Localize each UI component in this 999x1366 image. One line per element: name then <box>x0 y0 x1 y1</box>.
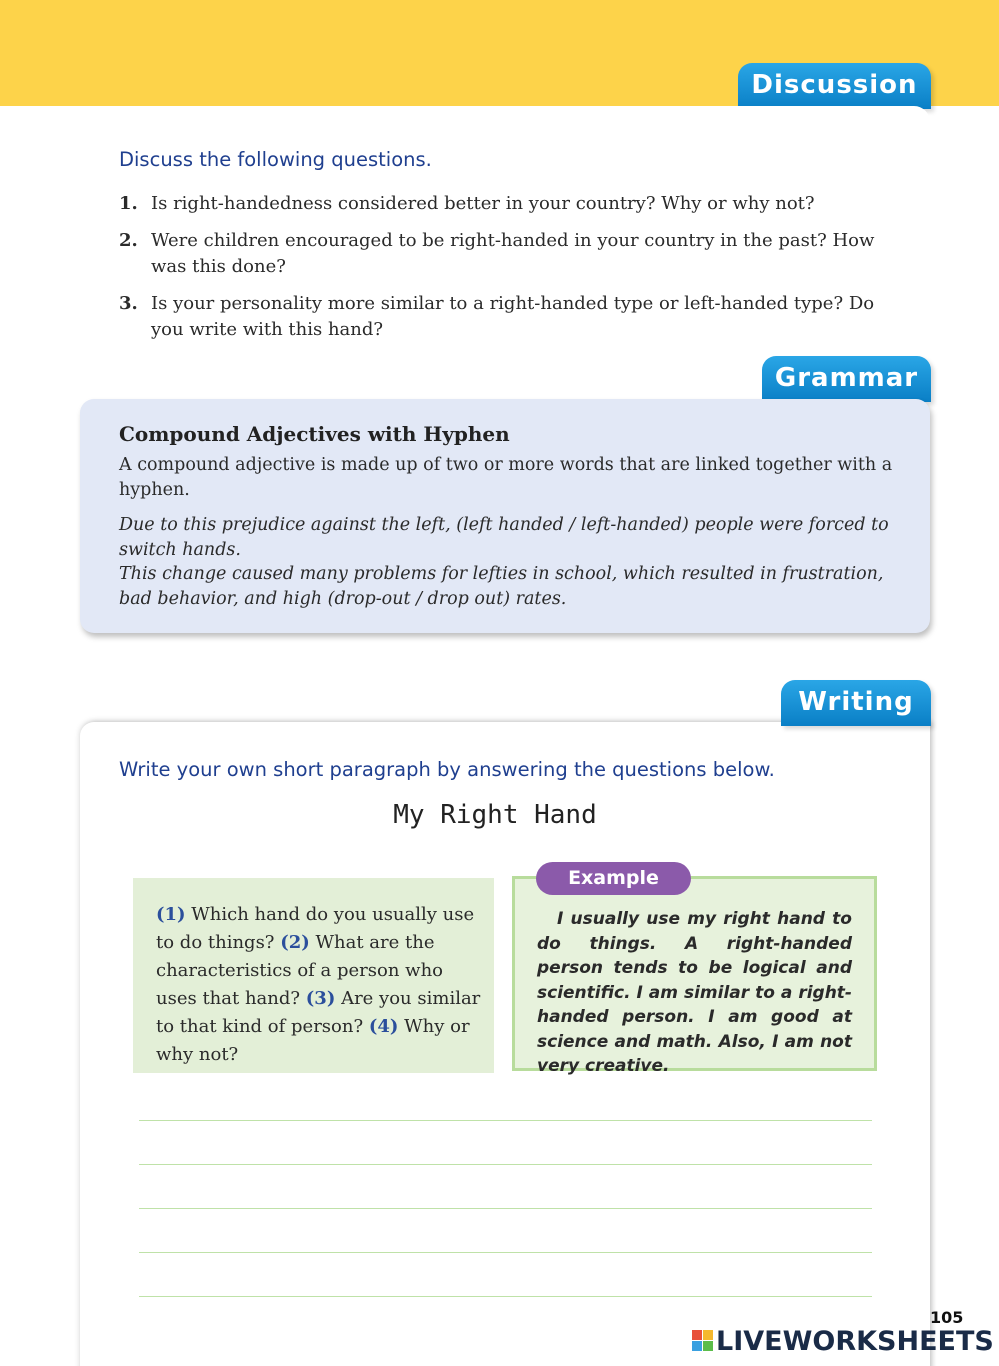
prompt-question: Are you similar to that kind of person? <box>156 988 481 1037</box>
answer-line[interactable] <box>139 1208 872 1209</box>
grammar-title: Compound Adjectives with Hyphen <box>119 422 510 446</box>
writing-tab: Writing <box>781 680 931 726</box>
discussion-question <box>119 191 899 217</box>
answer-line[interactable] <box>139 1296 872 1297</box>
prompt-number: (1) <box>156 904 186 925</box>
prompt-question: Which hand do you usually use to do things? <box>156 904 475 953</box>
writing-instruction: Write your own short paragraph by answering the questions below. <box>119 758 775 781</box>
prompt-question: What are the characteristics of a person who uses that hand? <box>156 932 444 1009</box>
grammar-example-1: Due to this prejudice against the left, (left handed / left-handed) people were forced to switch hands. <box>119 515 889 560</box>
prompt-number: (4) <box>368 1016 399 1037</box>
question-number: 1. <box>119 193 138 214</box>
grammar-definition: A compound adjective is made up of two or more words that are linked together with a hyphen. <box>119 455 893 500</box>
liveworksheets-logo-icon <box>692 1330 714 1352</box>
question-number: 3. <box>119 293 138 314</box>
question-text: Is your personality more similar to a right-handed type or left-handed type? Do you write with this hand? <box>151 293 875 340</box>
answer-line[interactable] <box>139 1164 872 1165</box>
discussion-question <box>119 228 899 280</box>
discussion-question <box>119 291 899 343</box>
discussion-question-list <box>119 191 899 354</box>
answer-line[interactable] <box>139 1120 872 1121</box>
essay-title: My Right Hand <box>393 800 597 830</box>
prompt-text <box>156 901 481 1069</box>
discussion-instruction: Discuss the following questions. <box>119 148 432 171</box>
question-text: Were children encouraged to be right-handed in your country in the past? How was this done? <box>151 230 875 277</box>
watermark-text: LIVEWORKSHEETS <box>716 1326 994 1357</box>
example-paragraph: I usually use my right hand to do things. A right-handed person tends to be logical and scientific. I am similar to a right-handed person. I am good at science and math. Also, I am not very creative. <box>537 909 852 1076</box>
prompt-number: (3) <box>305 988 336 1009</box>
discussion-tab: Discussion <box>738 63 931 109</box>
grammar-example-2: This change caused many problems for lefties in school, which resulted in frustration, bad behavior, and high (drop-out / drop out) rates. <box>119 564 884 609</box>
prompt-number: (2) <box>280 932 310 953</box>
question-number: 2. <box>119 230 138 251</box>
prompt-question: Why or why not? <box>156 1016 470 1065</box>
grammar-examples <box>119 513 909 611</box>
grammar-tab: Grammar <box>762 356 931 402</box>
answer-line[interactable] <box>139 1252 872 1253</box>
page-number: 105 <box>930 1308 964 1327</box>
example-label: Example <box>536 862 691 895</box>
question-text: Is right-handedness considered better in your country? Why or why not? <box>151 193 815 214</box>
